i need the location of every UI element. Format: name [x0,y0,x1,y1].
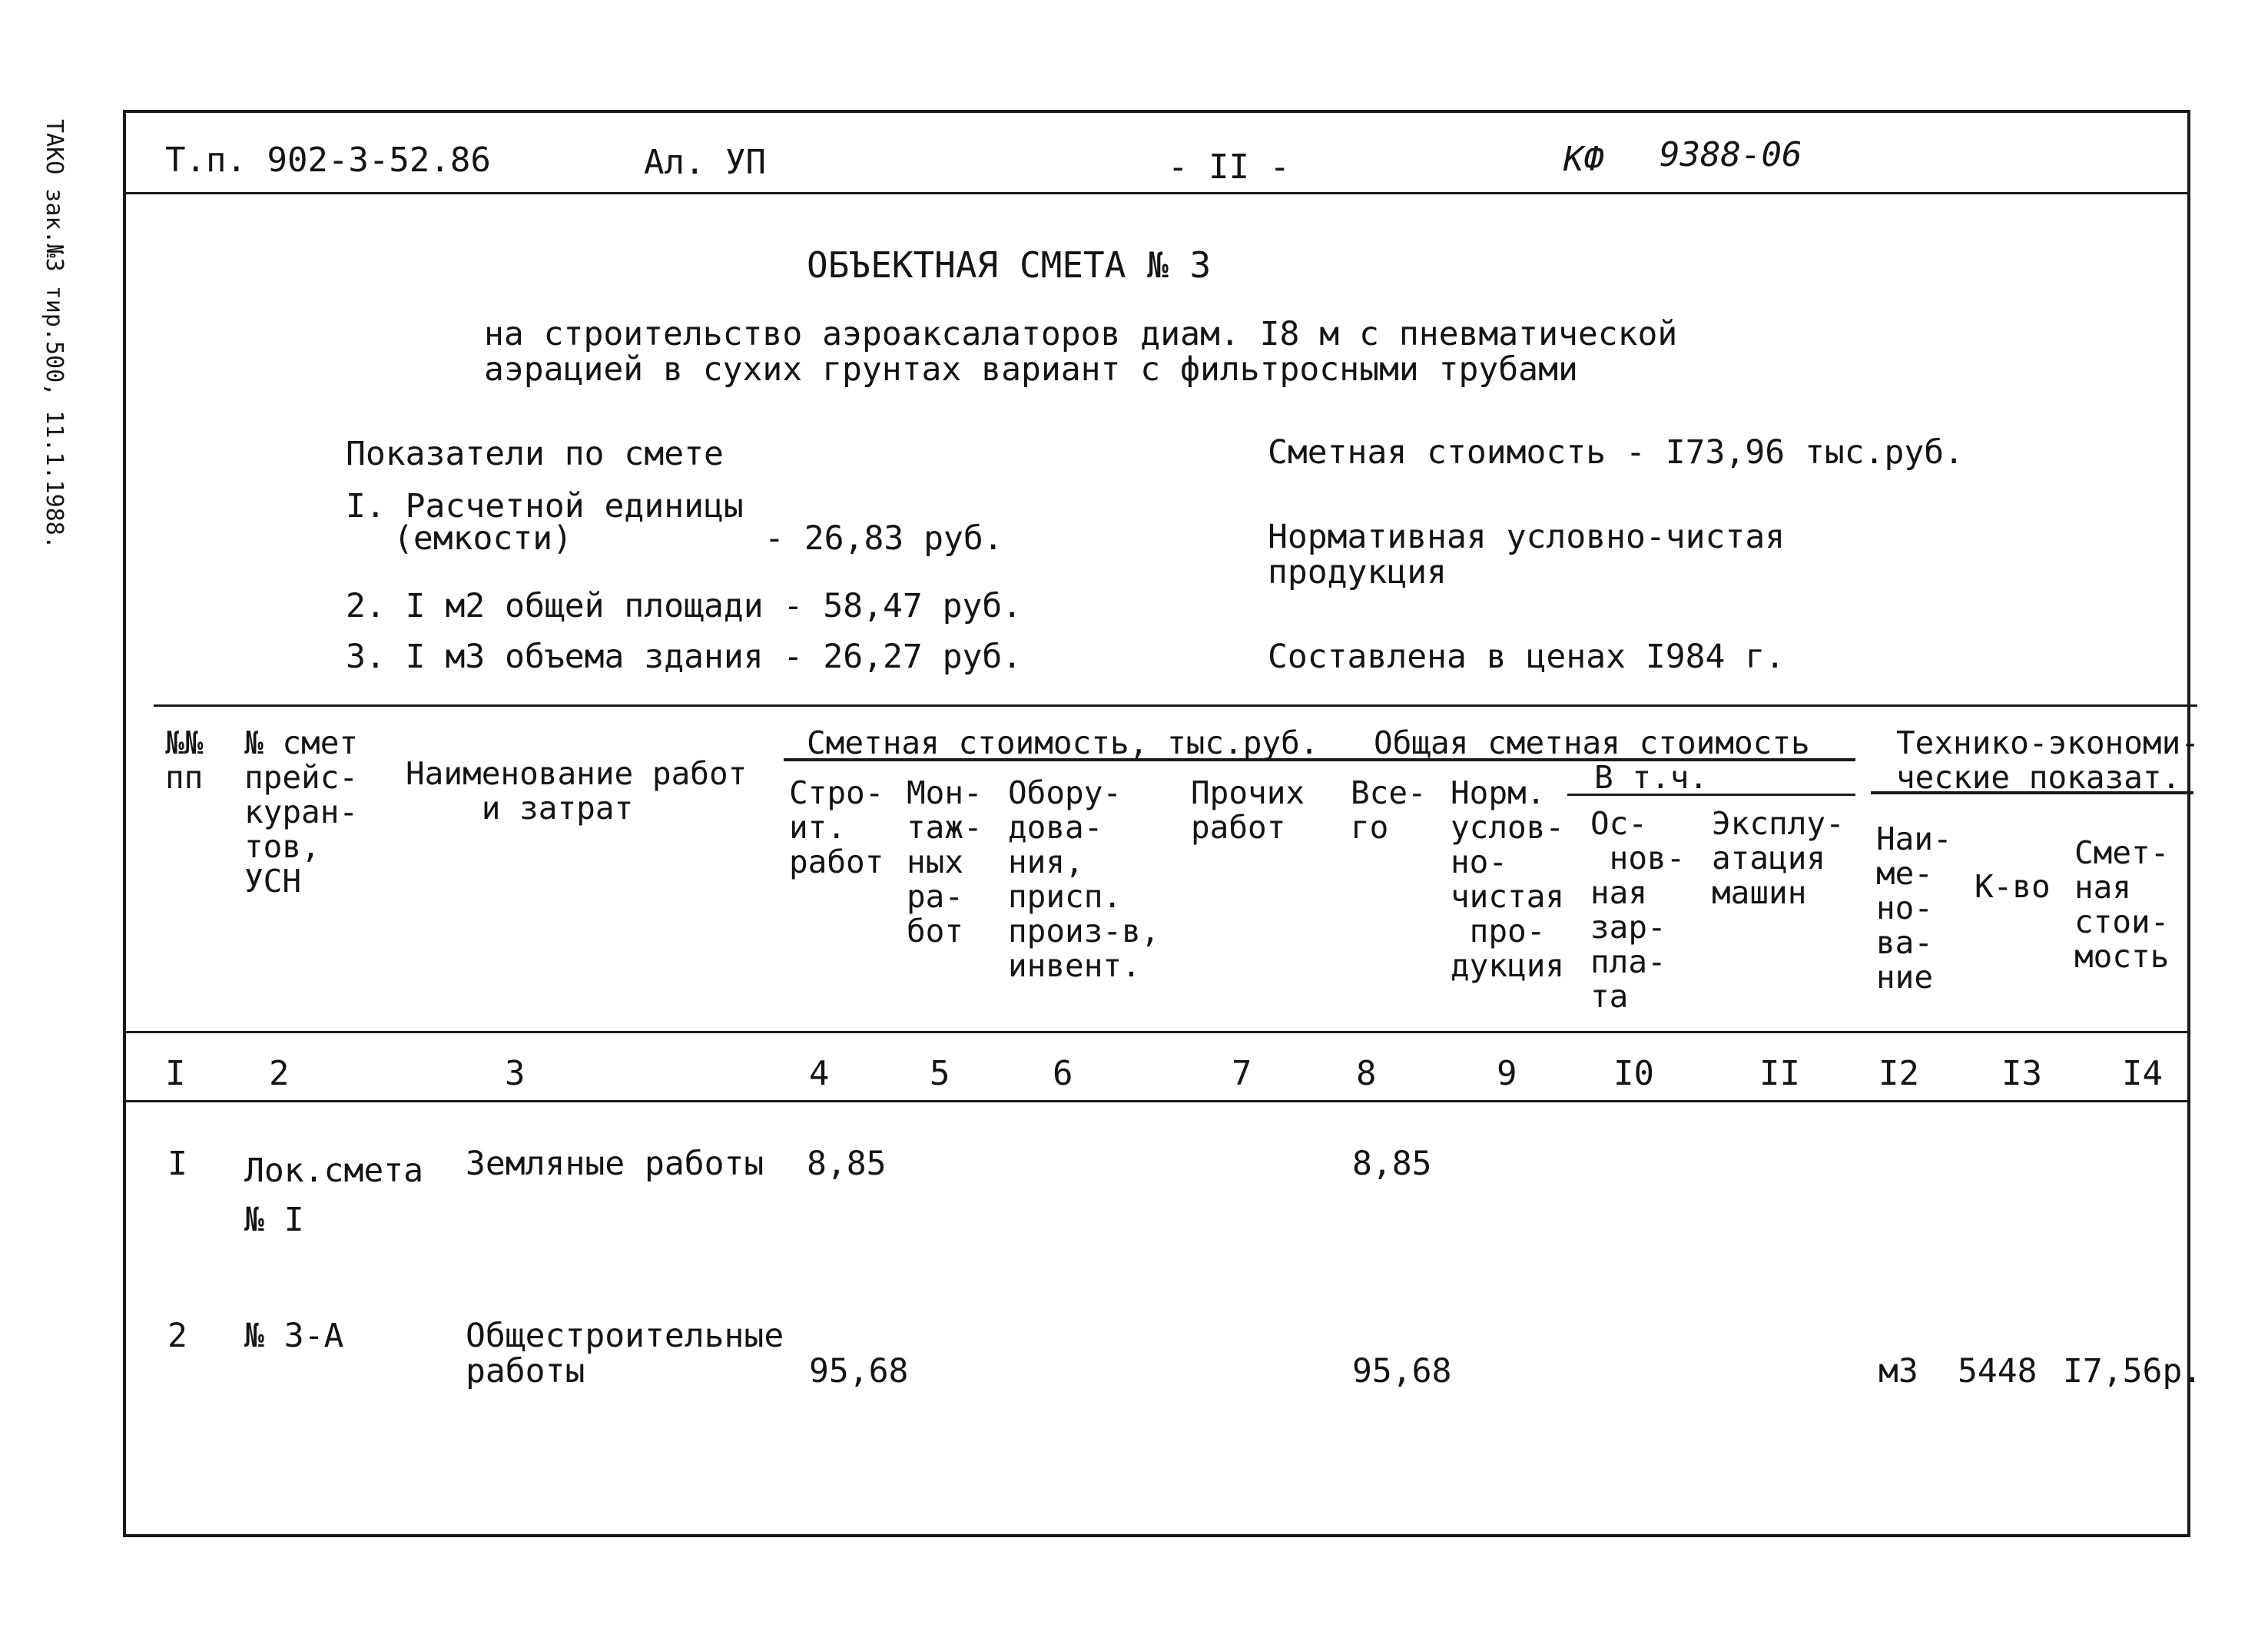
doc-title: ОБЪЕКТНАЯ СМЕТА № 3 [807,244,1212,286]
row-1-estimate-ref: Лок.смета № I [244,1152,423,1239]
code-prefix: КФ [1563,140,1604,179]
group-header-tech: Технико-экономи- ческие показат. [1896,724,2200,796]
row-1-total-cost: 8,85 [1352,1145,1432,1183]
col-header-wages: Ос- нов- ная зар- пла- та [1590,805,1686,1015]
doc-subtitle-line2: аэрацией в сухих грунтах вариант с фильтросными трубами [484,350,1578,389]
col-number-2: 2 [269,1054,290,1093]
prices-year: Составлена в ценах I984 г. [1268,638,1786,676]
col-header-work-name: Наименование работ и затрат [406,755,748,827]
side-stamp: ТАКО зак.№3 тир.500, 11.1.1988. [41,119,68,549]
indicator-2: 2. I м2 общей площади - 58,47 руб. [346,587,1023,625]
col-header-net-product: Норм. услов- но- чистая про- дукция [1451,774,1565,984]
col-header-quantity: К-во [1975,868,2051,905]
code-number: 9388-06 [1660,135,1802,174]
row-1-construction-cost: 8,85 [807,1145,887,1183]
row-2-number: 2 [167,1317,187,1355]
indicators-heading: Показатели по смете [346,435,724,473]
header-bottom-line [123,1031,2187,1033]
col-header-machines: Эксплу- атация машин [1712,805,1845,911]
page-number: - II - [1168,147,1290,187]
col-header-number: №№ пп [165,724,204,796]
table-top-line [154,704,2197,707]
col-number-11: II [1759,1054,1800,1093]
doc-subtitle-line1: на строительство аэроаксалаторов диам. I8 м с пневматической [484,315,1678,353]
estimate-cost: Сметная стоимость - I73,96 тыс.руб. [1268,433,1965,472]
col-number-14: I4 [2122,1054,2163,1093]
album-number: Ал. УП [644,143,766,182]
col-header-installation: Мон- таж- ных ра- бот [907,774,983,950]
col-number-4: 4 [809,1054,830,1093]
col-number-9: 9 [1497,1054,1517,1093]
row-2-work-name: Общестроительные работы [466,1317,784,1390]
col-number-5: 5 [930,1054,950,1093]
row-1-work-name: Земляные работы [466,1145,764,1183]
col-number-7: 7 [1232,1054,1252,1093]
indicator-1-sublabel: (емкости) [393,519,572,558]
col-header-estimate-ref: № смет прейс- куран- тов, УСН [244,724,359,900]
header-divider [123,192,2187,194]
col-number-10: I0 [1613,1054,1654,1093]
row-2-total-cost: 95,68 [1352,1352,1452,1390]
col-header-other: Прочих работ [1191,774,1305,846]
indicator-3: 3. I м3 объема здания - 26,27 руб. [346,638,1023,676]
col-header-tech-name: Наи- ме- но- ва- ние [1876,820,1952,996]
row-2-quantity: 5448 [1958,1352,2038,1390]
col-number-6: 6 [1053,1054,1073,1093]
row-2-estimate-ref: № 3-А [244,1317,344,1355]
row-2-tech-cost: I7,56р. [2063,1352,2203,1390]
indicator-1-label: I. Расчетной единицы [346,487,744,525]
product-label-line2: продукция [1268,553,1447,592]
project-number: Т.п. 902-3-52.86 [165,141,491,180]
row-2-construction-cost: 95,68 [809,1352,909,1390]
numbers-bottom-line [123,1100,2187,1102]
subheader-including: В т.ч. [1594,759,1709,796]
col-header-total: Все- го [1351,774,1427,846]
group-header-total: Общая сметная стоимость [1374,724,1810,761]
group-header-cost: Сметная стоимость, тыс.руб. [807,724,1319,761]
col-number-8: 8 [1356,1054,1377,1093]
col-number-3: 3 [505,1054,526,1093]
product-label-line1: Нормативная условно-чистая [1268,518,1786,556]
col-header-equipment: Обору- дова- ния, присп. произ-в, инвент. [1008,774,1160,984]
indicator-1-value: - 26,83 руб. [764,519,1003,558]
col-number-13: I3 [2001,1054,2042,1093]
row-1-number: I [167,1145,187,1183]
col-header-tech-cost: Смет- ная стои- мость [2074,834,2170,975]
col-number-1: I [165,1054,186,1093]
col-header-construction: Стро- ит. работ [789,774,884,880]
col-number-12: I2 [1878,1054,1919,1093]
row-2-unit: м3 [1878,1352,1918,1390]
